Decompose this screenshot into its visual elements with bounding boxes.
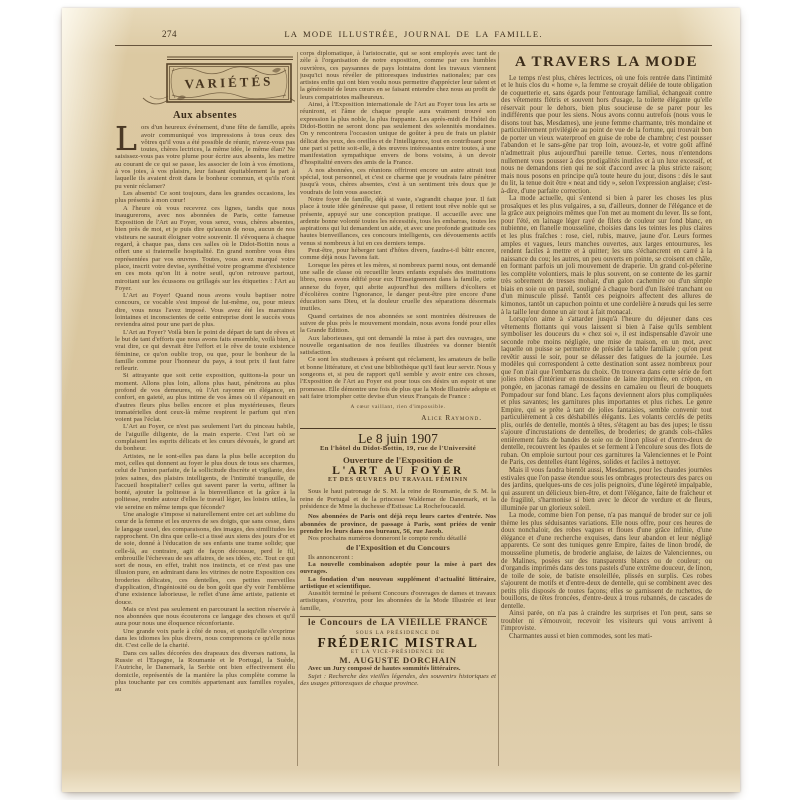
- journal-title: LA MODE ILLUSTRÉE, JOURNAL DE LA FAMILLE.: [284, 29, 543, 39]
- paragraph: La mode actuelle, qui s'entend si bien à parer les choses les plus prosaïques et les plus vulgaires, a su, d'ailleurs, donner de l'élégance et de la grâce aux peignoirs mêmes que l'on met au moment du lever. Ils se font, pour l'été, en lainage léger rayé de filets de couleur sur fond blanc, en nubienne, en flanelle mousseline, choisies dans les teintes les plus claires et les plus fraîches : rose, ciel, rubis, mauve, jaune d'or. Leurs formes amples et vagues, leurs manches ouvertes, aux larges entournures, les rendent faciles à mettre et à quitter; les uns s'échancrent en carré à la naissance du cou; les autres, un peu ouverts en pointe, se croisent en châle, en formant parfois un joli mouvement de draperie. Un grand col-pèlerine les complète volontiers, mais le plus souvent, on se contente de les garnir très sobrement de tresses mohair, d'un galon cachemire ou d'un simple biais en soie ou en pareil, souligné à chaque bord d'un liséré tranchant ou d'un minuscule plissé. Tantôt ces peignoirs affectent des allures de kimonos, tantôt un capuchon pointu et une cordelière à nœuds qui les serre à la taille leur donne un air tout à fait monacal.: [501, 195, 712, 316]
- paragraph: Ce sont les studieuses à présent qui réclament, les amateurs de belle et bonne littérature, et c'est une bibliothèque qu'il faut leur servir. Nous y songeons et, si peu de rapport qu'il semble y avoir entre ces choses, l'Exposition de l'Art au Foyer est pour tous ces désirs un espoir et une promesse. Elle démontre une fois de plus que la Mode Illustrée adopte et sait faire triompher cette devise d'un vieux Français de France :: [300, 356, 496, 400]
- paragraph: Ainsi parée, on n'a pas à craindre les surprises et l'on peut, sans se troubler ni s'émouvoir, recevoir les visiteurs qui vous arrivent à l'improviste.: [501, 610, 712, 633]
- entry-cards-notice: Nos abonnées de Paris ont déjà reçu leurs cartes d'entrée. Nos abonnées de province, de passage à Paris, sont priées de venir prendre les leurs dans nos bureaux, 56, rue Jacob.: [300, 513, 496, 535]
- paragraph: Mais il vous faudra bientôt aussi, Mesdames, pour les chaudes journées estivales que l'on passe étendue sous les ombrages protecteurs des parcs ou des jardins, quelques-uns de ces jolis peignoirs, d'une légèreté impalpable, qui assurent un délicieux bien-être, et dont l'élégance, faite de fraîcheur et de fragilité, s'harmonise si bien avec le décor de verdure et de fleurs, illuminée par un glorieux soleil.: [501, 466, 712, 512]
- author-signature: Alice Raymond.: [421, 413, 482, 422]
- column-a-travers-la-mode: [501, 50, 712, 766]
- paragraph: Charmantes aussi et bien commodes, sont les mati-: [509, 633, 653, 641]
- expo-concours-line: de l'Exposition et du Concours: [346, 543, 450, 553]
- paragraph: Ainsi, à l'Exposition internationale de l'Art au Foyer tous les arts se réuniront, et l'âme de chaque peuple aura vraiment trouvé son expression la plus noble, la plus frappante. Les après-midi de l'hôtel du Didot-Bottin ne seront donc pas seulement des solennités mondaines. On y rencontrera l'occasion unique de goûter à peu de frais un plaisir délicat des yeux, des oreilles et de l'intelligence, tout en contribuant pour une part si petite soit-elle, à des œuvres intéressantes entre toutes, à une manifestation sympathique envers de bons voisins, à un devoir d'hospitalité envers des amis de la France.: [300, 101, 496, 167]
- paragraph: Le temps n'est plus, chères lectrices, où une fois rentrée dans l'intimité et le huis clos du « home », la femme se croyait déliée de toute obligation de coquetterie et, sans égards pour l'entourage familial, échangeait contre des vêtements flétris et souvent hors d'usage, la toilette élégante qu'elle réservait pour le dehors, bien plus soucieuse de se parer pour les indifférents que pour les siens. Nous avons connu autrefois (nous vous le disons tout bas, Mesdames), une jeune femme charmante, très mondaine et particulièrement privilégiée au point de vue de la fortune, qui trouvait bon de porter un vieux waterproof en guise de robe de chambre; c'est pousser l'abandon et le sans-gêne par trop loin, avouez-le, et votre goût affiné n'admettrait plus aujourd'hui pareille tenue. Certes, nous n'entendons nullement vous pousser à des prodigalités inutiles et à un luxe excessif, et nous ne demandons rien qui ne soit d'accord avec la plus stricte raison; mais nous posons en principe qu'à toute heure du jour, disons : dès le saut du lit, la tenue doit être « neat and tidy », selon l'expression anglaise; c'est-à-dire, d'une parfaite correction.: [501, 74, 712, 195]
- exhibition-opening-line: Ouverture de l'Exposition de: [343, 455, 453, 466]
- vice-president-name: M. AUGUSTE DORCHAIN: [339, 655, 457, 666]
- section-title-aux-absentes: Aux absentes: [172, 110, 238, 121]
- paragraph: Lorsqu'on aime à s'attarder jusqu'à l'heure du déjeuner dans ces vêtements flottants qui vous laissent si bien à l'aise qu'ils semblent symboliser les douceurs du « chez soi », il est indispensable d'avoir une seconde robe moins négligée, une mise de maison, en un mot, avec laquelle on puisse se permettre de présider la table familiale ; qu'on peut revêtir aussi le soir, pour se délasser des fatigues de la journée. Les modèles qui correspondent à cette destination sont assez nombreux pour que l'on n'ait que l'embarras du choix. On trouvera dans cette série de fort jolies robes d'intérieur en mousseline de laine imprimée, en crépon, en pongée, en jaconas ramagé de dessins en camaïeu ou fleuri de bouquets Pompadour sur fond blanc. Les façons deviennent alors plus compliquées et plus savantes; les garnitures plus importantes et plus riches. Le genre Empire, qui se prête à tant de jolies fantaisies, semble convenir tout particulièrement à ces déshabillés élégants. Les volants cerclés de petits plis, ourlés de dentelle, montés à têtes, s'étagent au bas des jupes; le tissu s'ajoure d'incrustations de dentelles, de broderies; de grands cols-châles entièrement faits de bandes de soie ou de linon plissé et d'entre-deux de dentelle, recouvrent les épaules et se ferment à l'encolure sous des flots de ruban. On emploie surtout pour ces garnitures la Valenciennes et le Point de Paris, ces dentelles étant légères, solides et faciles à nettoyer.: [501, 316, 712, 467]
- paragraph: Les absents! Ce sont toujours, dans les grandes occasions, les plus présents à mon cœur!: [115, 189, 295, 205]
- jury-note: Avec un Jury composé de hautes sommités littéraires.: [308, 664, 461, 672]
- column-editorial: [300, 50, 496, 766]
- thin-rule: [300, 616, 496, 617]
- paragraph: Aux laborieuses, qui ont demandé la mise à part des ouvrages, une nouvelle organisation de nos feuilles illustrées va donner bientôt satisfaction.: [300, 334, 496, 357]
- magazine-page: [62, 8, 740, 792]
- paragraph: Une grande voix parle à côté de nous, et quoiqu'elle s'exprime dans les idiomes les plus divers, nous comprenons ce qu'elle nous dit. C'est celle de la charité.: [115, 627, 295, 650]
- paragraph: corps diplomatique, à l'aristocratie, qui se sont employés avec tant de zèle à l'organisation de notre exposition, comme par ces humbles ouvrières, ces paysannes de pays lointains dont les travaux viennent jusqu'ici nous révéler de pittoresques industries nationales; par ces artistes enfin qui ont bien voulu nous permettre d'apprécier leur talent et la générosité de leurs cœurs en se faisant entendre chez nous au profit de leurs compatriotes malheureux.: [300, 50, 496, 101]
- paragraph: Dans ces salles décorées des drapeaux des diverses nations, la Russie et l'Espagne, la Roumanie et le Portugal, la Suède, l'Autriche, le Danemark, la Serbie ont bien effectivement élu domicile, représentés de la manière la plus complète comme la plus touchante par ces comités appartenant aux familles royales, au: [115, 649, 295, 694]
- concours-subject: Sujet : Recherche des vieilles légendes, des souvenirs historiques et des usages pittoresques de chaque province.: [300, 672, 496, 688]
- section-title-a-travers-la-mode: A TRAVERS LA MODE: [515, 54, 698, 70]
- presidence-label: SOUS LA PRÉSIDENCE DE: [355, 630, 441, 637]
- columns: [115, 50, 712, 766]
- vice-presidence-label: ET LA VICE-PRÉSIDENCE DE: [350, 648, 446, 655]
- paragraph: L'Art au Foyer? Voilà bien le point de départ de tant de rêves et le but de tant d'efforts que nous avons faits ensemble, voilà bien, à vrai dire, ce qui devrait être l'effort et le rêve de toute existence féminine, ce qu'on oublie trop, ou que, pour le bonheur de la famille comme pour l'honneur du pays, à tout prix il faut faire refleurir.: [115, 328, 295, 373]
- paragraph: Artistes, ne le sont-elles pas dans la plus belle acception du mot, celles qui donnent au foyer le plus doux de tous ses charmes, celui de l'union parfaite, de la sollicitude discrète et vigilante, des joies saines, des plaisirs intelligents, de l'intimité tranquille, de l'accueil hospitalier? celles qui savent parer la vertu, affiner la bonté, ajouter la politesse à la bienveillance et la grâce à la politesse, rendre autour d'elles le travail léger, les loisirs utiles, la vie sereine en même temps que féconde?: [115, 452, 295, 511]
- announcement-box: [300, 428, 496, 688]
- paragraph: Une analogie s'impose si naturellement entre cet art sublime du cœur de la femme et les œuvres de ses doigts, que sans cesse, dans le langage usuel, des comparaisons, des images, des similitudes les rapprochent. On dira que celle-ci a tissé aux siens des jours d'or et de soie, donné à l'éducation de ses enfants une trame solide; que celle-là, au contraire, agit de façon décousue, perd le fil, embrouille l'écheveau de ses affaires, de ses idées, etc. Tout ce qui sort de nous, en effet, trahit nos instincts, et ce n'est pas une illusion pure, en admirant dans les vitrines de notre Exposition ces broderies délicates, ces dentelles, ces petites merveilles d'application, d'ingéniosité ou de bon goût que d'y voir l'emblème d'une existence laborieuse, le reflet d'une âme artiste, patiente et douce.: [115, 511, 295, 606]
- paragraph: Peut-être, pour héberger tant d'hôtes divers, faudra-t-il bâtir encore, comme déjà nous l'avons fait.: [300, 247, 496, 262]
- paragraph: Notre foyer de famille, déjà si vaste, s'agrandit chaque jour. Il fait place à toute idée généreuse qui passe, il retient tout rêve noble qui se présente, appuyé sur une conception pratique. Il accueille avec une ardente bonne volonté toutes les nécessités, tous les embarras, toutes les aspirations qui lui demandent un aide, et avec une profonde gratitude ces hautes bienveillances, ces concours intelligents, ces dévouements actifs venus si nombreux à lui en ces derniers temps.: [300, 195, 496, 247]
- header-rule: [115, 45, 712, 46]
- announcements-intro: Ils annonceront :: [308, 553, 354, 561]
- concours-intro: Aussitôt terminé le présent Concours d'ouvrages de dames et travaux artistiques, s'ouvrira, pour les abonnées de la Mode Illustrée et leur famille,: [300, 590, 496, 612]
- patronage-text: Sous le haut patronage de S. M. la reine de Roumanie, de S. M. la reine de Portugal et de la princesse Waldemar de Danemark, et la présidence de Mme la duchesse d'Estissac La Rochefoucauld.: [300, 488, 496, 510]
- paragraph: A nos abonnées, ces réunions offriront encore un autre attrait tout spécial, tout personnel, et c'est ce charme que je voudrais faire pénétrer jusqu'à vous, chères absentes, c'est à un sentiment très doux que je voudrais de loin vous associer.: [300, 166, 496, 196]
- paragraph: A l'heure où vous recevrez ces lignes, tandis que nous inaugurerons, avec nos abonnées de Paris, cette fameuse Exposition de l'Art au Foyer, vous serez, vous, chères absentes, bien près de moi, et je puis dire qu'aucun de nous, aucun de nos visiteurs ne saurait éloigner votre souvenir. Il s'évoquera à chaque regard, à chaque pas, dans ces salles où le Didot-Bottin nous a offert une si fraternelle hospitalité. En grand nombre vous êtes représentées par vos œuvres. Toutes, vous avez marqué votre place, inscrit votre devise, synthétisé votre programme d'existence en ces mots qu'on lit à notre seuil, qu'on retrouve partout, miroitant sur les écussons ou grillagés sur les étiquettes : l'Art au Foyer.: [115, 204, 295, 292]
- paragraph: Lorsque les pères et les mères, si nombreux parmi nous, ont demandé une salle de classe où recueillir leurs enfants expulsés des institutions libres, nous avons édifié pour eux l'Enseignement dans la famille, cette annexe du foyer, qui abrite aujourd'hui des milliers d'écoliers et d'écolières contre l'ignorance, le danger peut-être pire encore d'une éducation sans Dieu, et la douleur cruelle des séparations désormais inutiles.: [300, 261, 496, 313]
- varietes-banner: [165, 56, 293, 106]
- drop-cap-initial: L: [115, 119, 137, 159]
- concours-title: le Concours de LA VIEILLE FRANCE: [308, 618, 488, 629]
- next-issues-note: Nos prochains numéros donneront le compte rendu détaillé: [308, 535, 467, 543]
- paragraph: La mode, comme bien l'on pense, n'a pas manqué de broder sur ce joli thème les plus séduisantes variations. Elle nous offre, pour ces heures de doux nonchaloir, des robes vagues et floues d'une grâce infinie, d'une élégance et d'une recherche exquises, dans leur abandon et leur négligé apparents. Ce sont des tuniques genre Empire, faites de linon brodé, de mousseline plumetis, de broderie anglaise, de laizes de Valenciennes, ou de Malines, posées sur des transparents blancs ou de couleur; ou d'organdis imprimés dans des tons pastels d'une extrême douceur, de linon, de toile de soie, de batiste ensoleillée, plissés en surplis. Ces robes s'ajourent de motifs et d'entre-deux de dentelle, qui se combinent avec des petits plis disposés de toutes façons; elles se garnissent de ruchettes, de bouillons, de têtes froncées, d'entre-deux à trous rubannés, de cascades de dentelle.: [501, 512, 712, 610]
- varietes-banner-title: VARIÉTÉS: [184, 73, 274, 92]
- column-rule-left: [297, 52, 298, 766]
- exhibition-title: L'ART AU FOYER: [332, 464, 464, 477]
- paragraph: Lors d'un heureux événement, d'une fête de famille, après avoir communiqué vos impressions à tous ceux des vôtres qu'il vous a été possible de réunir, n'avez-vous pas toutes, chères lectrices, la même idée, le même élan? Ne saisissez-vous pas votre plume pour écrire aux absents, les mettre au courant de ce qui se passe, les associer de loin à vos émotions, à vos joies, à vos plaisirs, leur faisant équitablement la part à laquelle ils avaient droit dans le bonheur commun, et qu'ils n'ont pu venir réclamer?: [115, 119, 295, 190]
- paragraph: L'Art au Foyer, ce n'est pas seulement l'art du pinceau habile, de l'aiguille diligente, de la main experte. C'est l'art où se complaisent les esprits délicats et les cœurs dévoués, le grand art du bonheur.: [115, 423, 295, 453]
- announcement-item: La nouvelle combinaison adoptée pour la mise à part des ouvrages.: [300, 561, 496, 576]
- paragraph: L'Art au Foyer! Quand nous avons voulu baptiser notre concours, ce vocable s'est imposé de lui-même, ou, pour mieux dire, vous nous l'avez imposé. Vous avez été les marraines lointaines et inconscientes de cette entreprise dont le succès vous reviendra ainsi pour une part de plus.: [115, 292, 295, 329]
- paragraph: Si attrayante que soit cette exposition, quittons-la pour un moment. Allons plus loin, allons plus haut, pénétrons au plus profond de vos demeures, où l'Art rayonne en élégance, en confort, en gaieté, au plus intime de vos âmes où il s'épanouit en d'autres fleurs plus belles encore et plus mystérieuses, fleurs immatérielles dont ceux-là même respirent le parfum qui n'en voient pas l'éclat.: [115, 372, 295, 424]
- paragraph: Quand certaines de nos abonnées se sont montrées désireuses de suivre de plus près le mouvement mondain, nous avons fondé pour elles la Grande Édition.: [300, 312, 496, 335]
- column-rule-right: [498, 52, 499, 766]
- exhibition-subtitle: ET DES ŒUVRES DU TRAVAIL FÉMININ: [327, 477, 469, 484]
- announcement-item: La fondation d'un nouveau supplément d'actualité littéraire, artistique et scientifique.: [300, 575, 496, 590]
- announcement-date: Le 8 juin 1907: [358, 430, 438, 446]
- epigraph: A cœur vaillant, rien d'impossible.: [350, 404, 446, 411]
- paragraph: Mais ce n'est pas seulement en parcourant la section réservée à nos abonnées que nous écouterons ce langage des choses et qu'il aura pour nous une éloquence réconfortante.: [115, 605, 295, 628]
- page-number: 274: [162, 29, 177, 39]
- president-name: FRÉDERIC MISTRAL: [317, 634, 479, 650]
- column-varietes: [115, 50, 295, 766]
- announcement-venue: En l'hôtel du Didot-Bottin, 19, rue de l'Université: [320, 445, 476, 453]
